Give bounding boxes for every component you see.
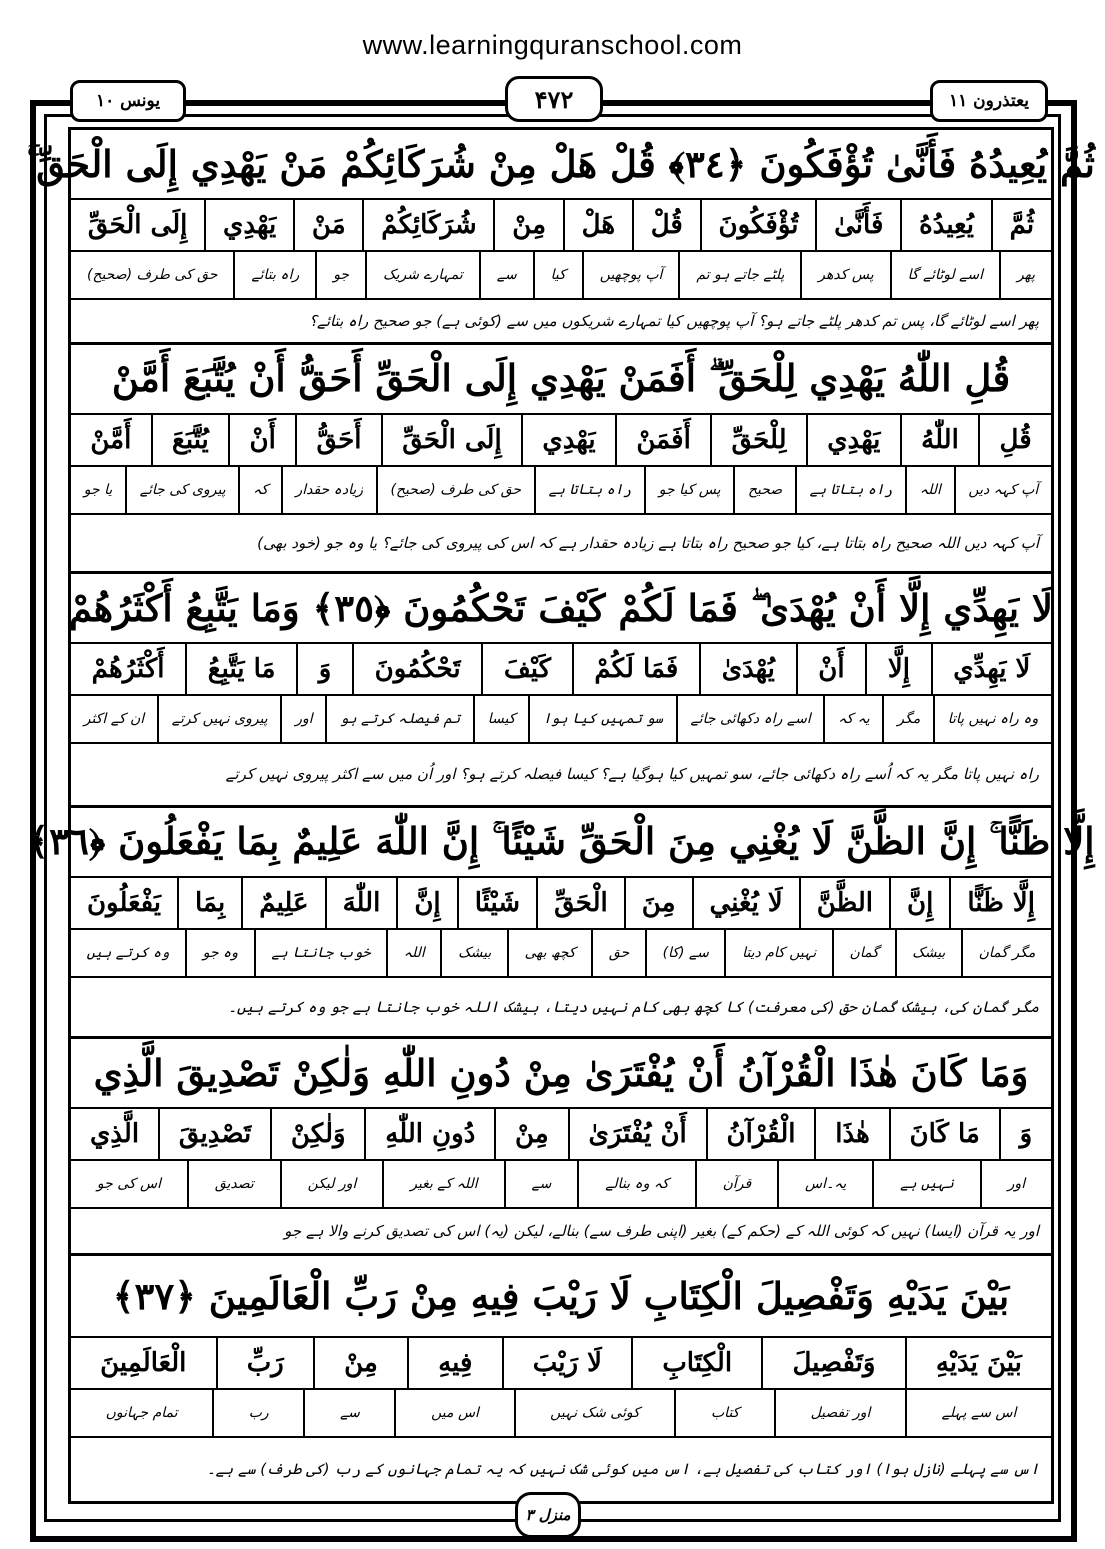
arabic-word-cell: بَيْنَ يَدَيْهِ [905, 1338, 1051, 1388]
urdu-meaning-cell: یہ۔اس [777, 1161, 872, 1207]
urdu-meaning-cell: حق کی طرف (صحیح) [86, 267, 218, 283]
urdu-meaning-cell: نہیں ہے [872, 1161, 980, 1207]
arabic-word-cell: أَفَمَنْ [615, 415, 710, 465]
urdu-meaning-cell: اس میں [394, 1390, 513, 1436]
arabic-word-cell: تَحْكُمُونَ [352, 644, 481, 694]
arabic-word-cell: مَا كَانَ [889, 1109, 999, 1159]
urdu-meaning-cell: بیشک [895, 930, 961, 976]
urdu-meaning-cell: پیروی نہیں کرتے [157, 696, 280, 742]
arabic-word-cell: فِيهِ [407, 1338, 502, 1388]
arabic-word-cell: لِلْحَقِّ [710, 415, 806, 465]
arabic-word-cell: تُؤْفَكُونَ [700, 200, 816, 250]
urdu-meaning-cell: پیروی کی جائے [125, 467, 238, 513]
verse-block [71, 345, 1051, 575]
arabic-word-cell: هٰذَا [814, 1109, 888, 1159]
arabic-word-cell: لَا رَيْبَ [502, 1338, 632, 1388]
verse-block [27, 130, 1095, 345]
urdu-meaning-cell: کچھ بھی [507, 930, 591, 976]
urdu-meaning-cell: راہ بتائے [233, 252, 315, 298]
arabic-word-cell: فَأَنَّىٰ [815, 200, 900, 250]
arabic-word-cell: شُرَكَائِكُمْ [362, 200, 493, 250]
urdu-meaning-cell: پھر [999, 252, 1051, 298]
juz-name-tab: يعتذرون ١١ [930, 80, 1048, 122]
verse-block [71, 1039, 1051, 1256]
urdu-meaning-cell: اور تفصیل [774, 1390, 905, 1436]
arabic-word-cell: الظَّنَّ [799, 878, 889, 928]
arabic-word-cell: دُونِ اللّٰهِ [364, 1109, 494, 1159]
arabic-word-cell: فَمَا لَكُمْ [572, 644, 699, 694]
arabic-word-cell: تَصْدِيقَ [158, 1109, 270, 1159]
arabic-word-cell: اللّٰهَ [325, 878, 397, 928]
urdu-meaning-cell: سے [303, 1390, 394, 1436]
arabic-word-cell: الَّذِي [89, 1119, 140, 1150]
arabic-word-cell: يَهْدِي [806, 415, 900, 465]
urdu-meaning-cell: وہ جو [185, 930, 254, 976]
urdu-meaning-cell: حق کی طرف (صحیح) [376, 467, 534, 513]
urdu-meaning-cell: اللہ [386, 930, 440, 976]
urdu-translation: پھر اسے لوٹائے گا، پس تم کدھر پلٹے جاتے ہو؟ آپ پوچھیں کیا تمہارے شریکوں میں سے (کوئی ہے) جو صحیح راہ بتائے؟ [309, 311, 1039, 330]
urdu-meaning-cell: کہ [238, 467, 280, 513]
page-number: ۴۷۲ [505, 76, 603, 122]
urdu-meaning-cell: تمام جہانوں [105, 1404, 178, 1421]
urdu-meaning-row [71, 1161, 1051, 1209]
urdu-meaning-row [71, 696, 1051, 744]
arabic-word-cell: مِنْ [493, 200, 562, 250]
arabic-word-cell: وَلٰكِنْ [270, 1109, 364, 1159]
arabic-verse-line: إِلَّا ظَنًّا ۚ إِنَّ الظَّنَّ لَا يُغْنِي مِنَ الْحَقِّ شَيْئًا ۚ إِنَّ اللّٰهَ عَلِيمٌ بِمَا يَفْعَلُونَ ﴿٣٦﴾ [71, 808, 1051, 878]
urdu-translation: اور یہ قرآن (ایسا) نہیں کہ کوئی اللہ کے (حکم کے) بغیر (اپنی طرف سے) بنالے، لیکن (یہ) اس کی تصدیق کرنے والا ہے جو [284, 1221, 1039, 1240]
urdu-meaning-cell: اس کی جو [96, 1176, 162, 1193]
urdu-meaning-cell: کیا [533, 252, 582, 298]
arabic-word-cell: يَهْدِي [521, 415, 615, 465]
arabic-word-cell: أَنْ [796, 644, 866, 694]
urdu-meaning-cell: مگر [882, 696, 933, 742]
urdu-meaning-cell: اور لیکن [280, 1161, 383, 1207]
urdu-meaning-row [71, 1390, 1051, 1438]
word-row [71, 415, 1051, 467]
word-row [71, 200, 1051, 252]
surah-name-tab: يونس ١٠ [70, 80, 186, 122]
urdu-meaning-cell: زیادہ حقدار [281, 467, 376, 513]
word-row [71, 878, 1051, 930]
urdu-meaning-cell: خوب جانتا ہے [254, 930, 386, 976]
urdu-meaning-cell: مگر گمان [961, 930, 1051, 976]
arabic-word-cell: الْقُرْآنُ [706, 1109, 815, 1159]
urdu-meaning-cell: اسے لوٹائے گا [890, 252, 999, 298]
site-url: www.learningquranschool.com [362, 30, 743, 60]
urdu-meaning-cell: وہ کرتے ہیں [86, 944, 170, 961]
arabic-word-cell: بِمَا [177, 878, 241, 928]
urdu-meaning-cell: یا جو [83, 481, 113, 498]
urdu-meaning-cell: پلٹے جاتے ہو تم [678, 252, 800, 298]
urdu-meaning-cell: کتاب [674, 1390, 774, 1436]
arabic-word-cell: إِلَى الْحَقِّ [381, 415, 521, 465]
arabic-word-cell: شَيْئًا [457, 878, 536, 928]
arabic-word-cell: وَتَفْصِيلَ [761, 1338, 904, 1388]
urdu-meaning-cell: حق [591, 930, 645, 976]
urdu-meaning-cell: سو تمہیں کیا ہوا [528, 696, 676, 742]
urdu-meaning-cell: قرآن [695, 1161, 777, 1207]
arabic-word-cell: اللّٰهُ [900, 415, 978, 465]
urdu-meaning-cell: کوئی شک نہیں [514, 1390, 675, 1436]
urdu-translation: راہ نہیں پاتا مگر یہ کہ اُسے راہ دکھائی جائے، سو تمہیں کیا ہوگیا ہے؟ کیسا فیصلہ کرتے ہو؟ اور اُن میں سے اکثر پیروی نہیں کرتے [225, 765, 1039, 784]
arabic-word-cell: لَا يُغْنِي [692, 878, 799, 928]
urdu-meaning-cell: یہ کہ [823, 696, 882, 742]
arabic-word-cell: وَ [999, 1109, 1051, 1159]
arabic-word-cell: مِنْ [494, 1109, 567, 1159]
arabic-word-cell: الْحَقِّ [536, 878, 624, 928]
arabic-word-cell: أَنْ [228, 415, 295, 465]
arabic-word-cell: قُلْ [632, 200, 700, 250]
verse-table [27, 127, 1095, 1504]
arabic-word-cell: أَمَّنْ [90, 424, 132, 455]
urdu-meaning-cell: نہیں کام دیتا [724, 930, 831, 976]
urdu-meaning-cell: گمان [832, 930, 895, 976]
urdu-meaning-cell: اور [980, 1161, 1051, 1207]
verse-block [27, 808, 1095, 1039]
arabic-verse-line: ثُمَّ يُعِيدُهُ فَأَنَّىٰ تُؤْفَكُونَ ﴿٣٤﴾ قُلْ هَلْ مِنْ شُرَكَائِكُمْ مَنْ يَهْدِي إِلَى الْحَقِّ ۚ [71, 130, 1051, 200]
arabic-word-cell: أَكْثَرُهُمْ [91, 654, 165, 685]
urdu-meaning-cell: اللہ کے بغیر [382, 1161, 503, 1207]
arabic-word-cell: مِنَ [624, 878, 692, 928]
arabic-word-cell: قُلِ [978, 415, 1051, 465]
arabic-word-cell: إِلَّا ظَنًّا [949, 878, 1051, 928]
urdu-meaning-cell: کہ وہ بنالے [577, 1161, 694, 1207]
manzil-badge: منزل ٣ [515, 1492, 581, 1538]
urdu-meaning-cell: اس سے پہلے [905, 1390, 1051, 1436]
arabic-word-cell: هَلْ [563, 200, 632, 250]
word-row [71, 1109, 1051, 1161]
arabic-word-cell: كَيْفَ [481, 644, 571, 694]
urdu-meaning-cell: تم فیصلہ کرتے ہو [325, 696, 473, 742]
urdu-meaning-cell: آپ کہہ دیں [954, 467, 1051, 513]
urdu-meaning-cell: صحیح [733, 467, 795, 513]
arabic-verse-line: وَمَا كَانَ هٰذَا الْقُرْآنُ أَنْ يُفْتَرَىٰ مِنْ دُونِ اللّٰهِ وَلٰكِنْ تَصْدِيقَ الَّذِي [71, 1039, 1051, 1109]
urdu-meaning-cell: اسے راہ دکھائی جائے [676, 696, 824, 742]
arabic-word-cell: إِنَّ [396, 878, 456, 928]
arabic-word-cell: رَبِّ [216, 1338, 313, 1388]
urdu-meaning-cell: راہ بتاتا ہے [534, 467, 644, 513]
urdu-meaning-cell: تمہارے شریک [365, 252, 479, 298]
urdu-meaning-cell: سے [479, 252, 533, 298]
arabic-word-cell: عَلِيمٌ [241, 878, 324, 928]
arabic-word-cell: إِلَّا [865, 644, 930, 694]
arabic-word-cell: وَ [296, 644, 352, 694]
arabic-word-cell: يُعِيدُهُ [900, 200, 991, 250]
urdu-meaning-cell: ان کے اکثر [83, 711, 145, 728]
urdu-meaning-cell: آپ پوچھیں [582, 252, 679, 298]
arabic-word-cell: يَهْدِي [204, 200, 293, 250]
urdu-meaning-row [71, 467, 1051, 515]
urdu-meaning-row [71, 930, 1051, 978]
urdu-translation: مگر گمان کی، بیشک گمان حق (کی معرفت) کا کچھ بھی کام نہیں دیتا، بیشک اللہ خوب جانتا ہے جو وہ کرتے ہیں۔ [228, 997, 1039, 1016]
urdu-meaning-cell: سے (کا) [645, 930, 725, 976]
arabic-word-cell: أَنْ يُفْتَرَىٰ [568, 1109, 706, 1159]
arabic-word-cell: إِنَّ [889, 878, 949, 928]
urdu-meaning-row [71, 252, 1051, 300]
urdu-meaning-cell: رب [212, 1390, 303, 1436]
arabic-verse-line: بَيْنَ يَدَيْهِ وَتَفْصِيلَ الْكِتَابِ لَا رَيْبَ فِيهِ مِنْ رَبِّ الْعَالَمِينَ ﴿٣٧﴾ [71, 1256, 1051, 1338]
urdu-meaning-cell: جو [315, 252, 365, 298]
arabic-word-cell: يُهْدَىٰ [699, 644, 796, 694]
verse-block [71, 574, 1051, 807]
arabic-word-cell: لَا يَهِدِّي [931, 644, 1051, 694]
arabic-word-cell: يُتَّبَعَ [151, 415, 228, 465]
urdu-meaning-cell: پس کدھر [800, 252, 889, 298]
arabic-word-cell: يَفْعَلُونَ [86, 887, 162, 918]
urdu-meaning-cell: کیسا [473, 696, 528, 742]
arabic-word-cell: أَحَقُّ [295, 415, 381, 465]
urdu-meaning-cell: وہ راہ نہیں پاتا [933, 696, 1051, 742]
arabic-word-cell: ثُمَّ [991, 200, 1051, 250]
arabic-word-cell: مِنْ [313, 1338, 407, 1388]
arabic-word-cell: مَنْ [293, 200, 362, 250]
arabic-verse-line: لَا يَهِدِّي إِلَّا أَنْ يُهْدَىٰ ۖ فَمَا لَكُمْ كَيْفَ تَحْكُمُونَ ﴿٣٥﴾ وَمَا يَتَّبِعُ أَكْثَرُهُمْ [71, 574, 1051, 644]
urdu-meaning-cell: پس کیا جو [644, 467, 733, 513]
verse-block [71, 1256, 1051, 1501]
urdu-meaning-cell: بیشک [440, 930, 506, 976]
urdu-meaning-cell: اللہ [905, 467, 954, 513]
arabic-word-cell: مَا يَتَّبِعُ [185, 644, 296, 694]
urdu-translation: اس سے پہلے (نازل ہوا) اور کتاب کی تفصیل ہے، اس میں کوئی شک نہیں کہ یہ تمام جہانوں کے رب (کی طرف) سے ہے۔ [206, 1460, 1039, 1479]
arabic-word-cell: الْكِتَابِ [631, 1338, 761, 1388]
urdu-meaning-cell: تصدیق [187, 1161, 280, 1207]
urdu-meaning-cell: راہ بتاتا ہے [795, 467, 905, 513]
arabic-verse-line: قُلِ اللّٰهُ يَهْدِي لِلْحَقِّ ۗ أَفَمَنْ يَهْدِي إِلَى الْحَقِّ أَحَقُّ أَنْ يُتَّبَعَ أَمَّنْ [71, 345, 1051, 415]
urdu-meaning-cell: اور [280, 696, 325, 742]
urdu-meaning-cell: سے [504, 1161, 578, 1207]
word-row [71, 644, 1051, 696]
arabic-word-cell: إِلَى الْحَقِّ [87, 210, 188, 240]
arabic-word-cell: الْعَالَمِينَ [100, 1347, 187, 1378]
word-row [71, 1338, 1051, 1390]
urdu-translation: آپ کہہ دیں اللہ صحیح راہ بتاتا ہے، کیا جو صحیح راہ بتاتا ہے زیادہ حقدار ہے کہ اس کی پیروی کی جائے؟ یا وہ جو (خود بھی) [257, 533, 1039, 552]
